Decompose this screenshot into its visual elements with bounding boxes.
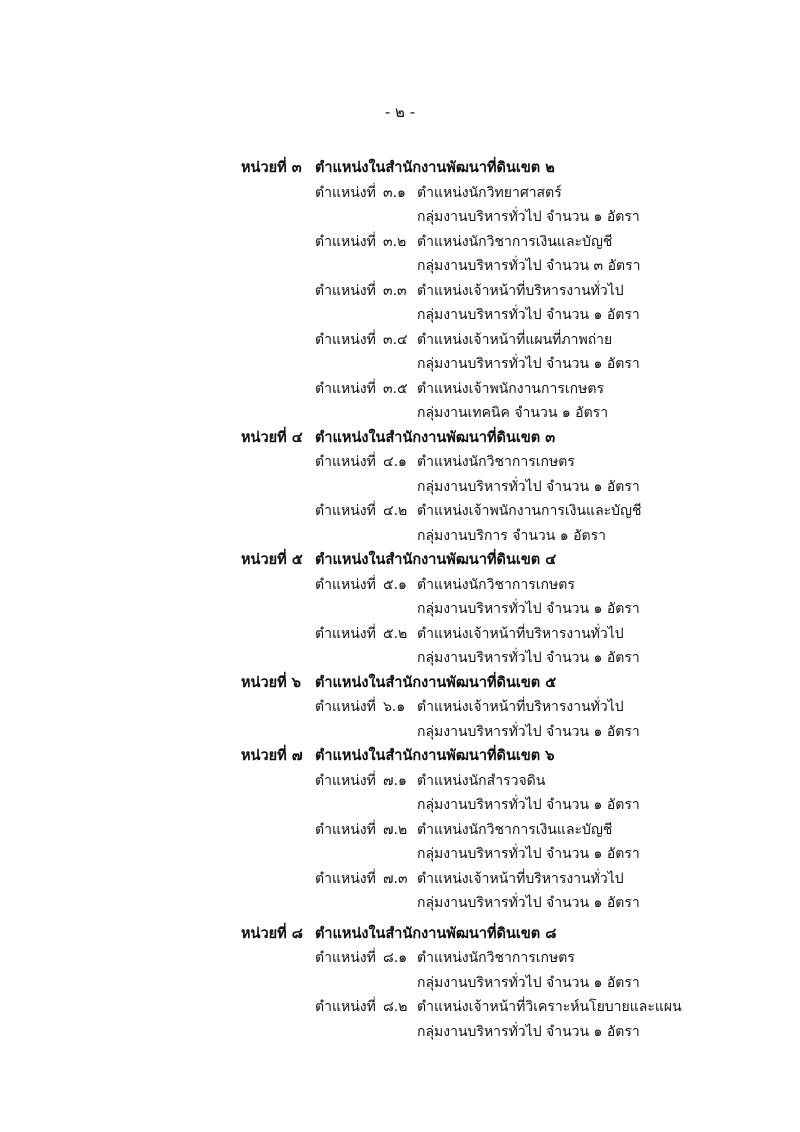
position-label: ตำแหน่งที่ bbox=[315, 772, 376, 789]
position-title: ตำแหน่งนักสำรวจดิน bbox=[417, 772, 546, 789]
position-number: ๓.๑ bbox=[383, 184, 406, 201]
position-label: ตำแหน่งที่ bbox=[315, 282, 376, 299]
position-row bbox=[0, 867, 800, 892]
position-group-row bbox=[0, 475, 800, 500]
position-row bbox=[0, 230, 800, 255]
position-label: ตำแหน่งที่ bbox=[315, 503, 376, 519]
unit-heading bbox=[0, 671, 800, 696]
position-group: กลุ่มงานบริหารทั่วไป จำนวน ๑ อัตรา bbox=[417, 846, 640, 862]
position-title: ตำแหน่งนักวิชาการเงินและบัญชี bbox=[417, 821, 613, 838]
position-number: ๖.๑ bbox=[383, 699, 406, 715]
position-number: ๗.๓ bbox=[383, 870, 408, 887]
position-row bbox=[0, 328, 800, 353]
unit-title: ตำแหน่งในสำนักงานพัฒนาที่ดินเขต ๒ bbox=[315, 160, 555, 176]
unit-label: หน่วยที่ ๓ bbox=[241, 160, 302, 176]
position-title: ตำแหน่งเจ้าหน้าที่บริหารงานทั่วไป bbox=[417, 699, 624, 715]
position-group-row bbox=[0, 793, 800, 818]
position-label: ตำแหน่งที่ bbox=[315, 380, 376, 397]
position-label: ตำแหน่งที่ bbox=[315, 454, 376, 470]
position-number: ๓.๒ bbox=[383, 233, 407, 250]
position-title: ตำแหน่งเจ้าพนักงานการเกษตร bbox=[417, 380, 604, 397]
position-group-row bbox=[0, 720, 800, 745]
position-number: ๕.๑ bbox=[383, 576, 407, 593]
position-title: ตำแหน่งนักวิชาการเกษตร bbox=[417, 950, 575, 966]
position-group: กลุ่มงานบริหารทั่วไป จำนวน ๑ อัตรา bbox=[417, 356, 640, 372]
position-group-row bbox=[0, 597, 800, 622]
position-group: กลุ่มงานบริการ จำนวน ๑ อัตรา bbox=[417, 527, 606, 544]
position-group: กลุ่มงานบริหารทั่วไป จำนวน ๑ อัตรา bbox=[417, 209, 640, 225]
position-group: กลุ่มงานบริหารทั่วไป จำนวน ๑ อัตรา bbox=[417, 723, 640, 740]
position-row bbox=[0, 499, 800, 524]
unit-title: ตำแหน่งในสำนักงานพัฒนาที่ดินเขต ๕ bbox=[315, 674, 557, 691]
position-title: ตำแหน่งเจ้าหน้าที่แผนที่ภาพถ่าย bbox=[417, 331, 613, 348]
position-group: กลุ่มงานบริหารทั่วไป จำนวน ๑ อัตรา bbox=[417, 478, 640, 495]
position-row bbox=[0, 279, 800, 304]
position-group-row bbox=[0, 524, 800, 549]
position-row bbox=[0, 818, 800, 843]
position-group-row bbox=[0, 842, 800, 867]
position-group: กลุ่มงานบริหารทั่วไป จำนวน ๑ อัตรา bbox=[417, 797, 640, 813]
position-group-row bbox=[0, 646, 800, 671]
unit-label: หน่วยที่ ๔ bbox=[241, 429, 303, 446]
position-title: ตำแหน่งนักวิชาการเกษตร bbox=[417, 576, 575, 593]
position-title: ตำแหน่งนักวิทยาศาสตร์ bbox=[417, 184, 562, 201]
position-group-row bbox=[0, 971, 800, 996]
position-row bbox=[0, 450, 800, 475]
position-group-row bbox=[0, 254, 800, 279]
unit-heading bbox=[0, 156, 800, 181]
position-row bbox=[0, 769, 800, 794]
position-row bbox=[0, 946, 800, 971]
position-group-row bbox=[0, 303, 800, 328]
unit-heading bbox=[0, 922, 800, 947]
position-row bbox=[0, 695, 800, 720]
unit-heading bbox=[0, 426, 800, 451]
unit-label: หน่วยที่ ๗ bbox=[241, 748, 303, 764]
unit-label: หน่วยที่ ๕ bbox=[241, 552, 303, 568]
position-number: ๓.๓ bbox=[383, 282, 407, 299]
position-group: กลุ่มงานบริหารทั่วไป จำนวน ๓ อัตรา bbox=[417, 258, 641, 274]
position-number: ๔.๑ bbox=[383, 454, 407, 470]
unit-label: หน่วยที่ ๘ bbox=[241, 925, 303, 942]
position-label: ตำแหน่งที่ bbox=[315, 576, 376, 593]
position-group: กลุ่มงานบริหารทั่วไป จำนวน ๑ อัตรา bbox=[417, 650, 640, 666]
position-group: กลุ่มงานบริหารทั่วไป จำนวน ๑ อัตรา bbox=[417, 601, 640, 617]
position-label: ตำแหน่งที่ bbox=[315, 699, 376, 715]
position-group-row bbox=[0, 352, 800, 377]
position-group-row bbox=[0, 1020, 800, 1045]
position-number: ๗.๑ bbox=[383, 772, 407, 789]
position-number: ๓.๕ bbox=[383, 380, 408, 397]
position-group-row bbox=[0, 401, 800, 426]
position-number: ๘.๑ bbox=[383, 950, 408, 966]
position-label: ตำแหน่งที่ bbox=[315, 999, 376, 1015]
position-title: ตำแหน่งเจ้าหน้าที่วิเคราะห์นโยบายและแผน bbox=[417, 999, 682, 1015]
position-label: ตำแหน่งที่ bbox=[315, 821, 376, 838]
unit-title: ตำแหน่งในสำนักงานพัฒนาที่ดินเขต ๓ bbox=[315, 429, 556, 446]
unit-label: หน่วยที่ ๖ bbox=[241, 674, 301, 691]
position-title: ตำแหน่งเจ้าหน้าที่บริหารงานทั่วไป bbox=[417, 625, 624, 642]
position-group: กลุ่มงานบริหารทั่วไป จำนวน ๑ อัตรา bbox=[417, 307, 640, 323]
position-group: กลุ่มงานเทคนิค จำนวน ๑ อัตรา bbox=[417, 405, 609, 421]
position-number: ๘.๒ bbox=[383, 999, 408, 1015]
position-list bbox=[0, 156, 800, 1044]
position-row bbox=[0, 995, 800, 1020]
position-group: กลุ่มงานบริหารทั่วไป จำนวน ๑ อัตรา bbox=[417, 1023, 640, 1040]
position-title: ตำแหน่งเจ้าหน้าที่บริหารงานทั่วไป bbox=[417, 282, 624, 299]
position-title: ตำแหน่งเจ้าหน้าที่บริหารงานทั่วไป bbox=[417, 870, 624, 887]
unit-heading bbox=[0, 744, 800, 769]
position-group: กลุ่มงานบริหารทั่วไป จำนวน ๑ อัตรา bbox=[417, 895, 640, 911]
position-group-row bbox=[0, 891, 800, 916]
unit-heading bbox=[0, 548, 800, 573]
position-number: ๗.๒ bbox=[383, 821, 408, 838]
position-number: ๕.๒ bbox=[383, 625, 408, 642]
unit-title: ตำแหน่งในสำนักงานพัฒนาที่ดินเขต ๖ bbox=[315, 748, 555, 764]
unit-title: ตำแหน่งในสำนักงานพัฒนาที่ดินเขต ๘ bbox=[315, 925, 557, 942]
position-label: ตำแหน่งที่ bbox=[315, 233, 376, 250]
position-group: กลุ่มงานบริหารทั่วไป จำนวน ๑ อัตรา bbox=[417, 974, 640, 991]
position-group-row bbox=[0, 205, 800, 230]
position-label: ตำแหน่งที่ bbox=[315, 625, 376, 642]
page-number: - ๒ - bbox=[384, 103, 416, 121]
position-row bbox=[0, 181, 800, 206]
position-row bbox=[0, 377, 800, 402]
position-label: ตำแหน่งที่ bbox=[315, 950, 376, 966]
unit-title: ตำแหน่งในสำนักงานพัฒนาที่ดินเขต ๔ bbox=[315, 552, 557, 568]
position-number: ๔.๒ bbox=[383, 503, 408, 519]
position-row bbox=[0, 573, 800, 598]
position-row bbox=[0, 622, 800, 647]
position-label: ตำแหน่งที่ bbox=[315, 331, 376, 348]
position-label: ตำแหน่งที่ bbox=[315, 184, 376, 201]
position-title: ตำแหน่งเจ้าพนักงานการเงินและบัญชี bbox=[417, 503, 642, 519]
position-number: ๓.๔ bbox=[383, 331, 408, 348]
position-title: ตำแหน่งนักวิชาการเกษตร bbox=[417, 454, 575, 470]
position-title: ตำแหน่งนักวิชาการเงินและบัญชี bbox=[417, 233, 613, 250]
position-label: ตำแหน่งที่ bbox=[315, 870, 376, 887]
